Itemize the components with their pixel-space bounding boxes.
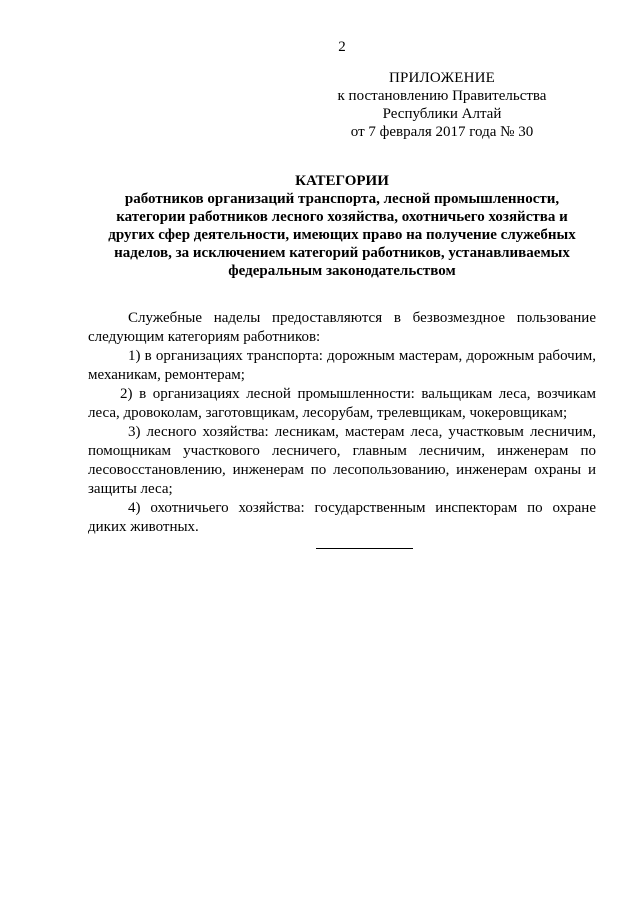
appendix-line-date-number: от 7 февраля 2017 года № 30: [350, 124, 534, 140]
document-subtitle-line: работников организаций транспорта, лесной промышленности,: [124, 191, 560, 207]
document-heading: [88, 172, 596, 280]
appendix-title: ПРИЛОЖЕНИЕ: [388, 70, 496, 86]
document-body: [88, 309, 596, 537]
document-subtitle-line: федеральным законодательством: [228, 263, 456, 279]
appendix-line-republic: Республики Алтай: [382, 106, 502, 122]
document-subtitle-line: категории работников лесного хозяйства, охотничьего хозяйства и: [116, 209, 568, 225]
document-subtitle-line: наделов, за исключением категорий работников, устанавливаемых: [114, 245, 570, 261]
category-item-forestry: 3) лесного хозяйства: лесникам, мастерам леса, участковым лесничим, помощникам участкового лесничего, главным лесничим, инженерам по лесовосстановлению, инженерам по лесопользованию, инженерам охраны и защиты леса;: [88, 424, 596, 497]
document-subtitle-line: других сфер деятельности, имеющих право на получение служебных: [108, 227, 576, 243]
category-item-hunting: 4) охотничьего хозяйства: государственным инспекторам по охране диких животных.: [88, 500, 596, 535]
category-item-forest-industry: 2) в организациях лесной промышленности: вальщикам леса, возчикам леса, дровоколам, заготовщикам, лесорубам, трелевщикам, чокеровщикам;: [88, 386, 596, 421]
page-number: 2: [338, 39, 346, 55]
body-intro-paragraph: Служебные наделы предоставляются в безвозмездное пользование следующим категориям работников:: [88, 310, 596, 345]
category-item-transport: 1) в организациях транспорта: дорожным мастерам, дорожным рабочим, механикам, ремонтерам;: [88, 348, 596, 383]
appendix-line-resolution: к постановлению Правительства: [337, 88, 547, 104]
appendix-block: [300, 69, 584, 141]
document-title: КАТЕГОРИИ: [295, 173, 389, 189]
end-separator-line: [316, 548, 413, 549]
